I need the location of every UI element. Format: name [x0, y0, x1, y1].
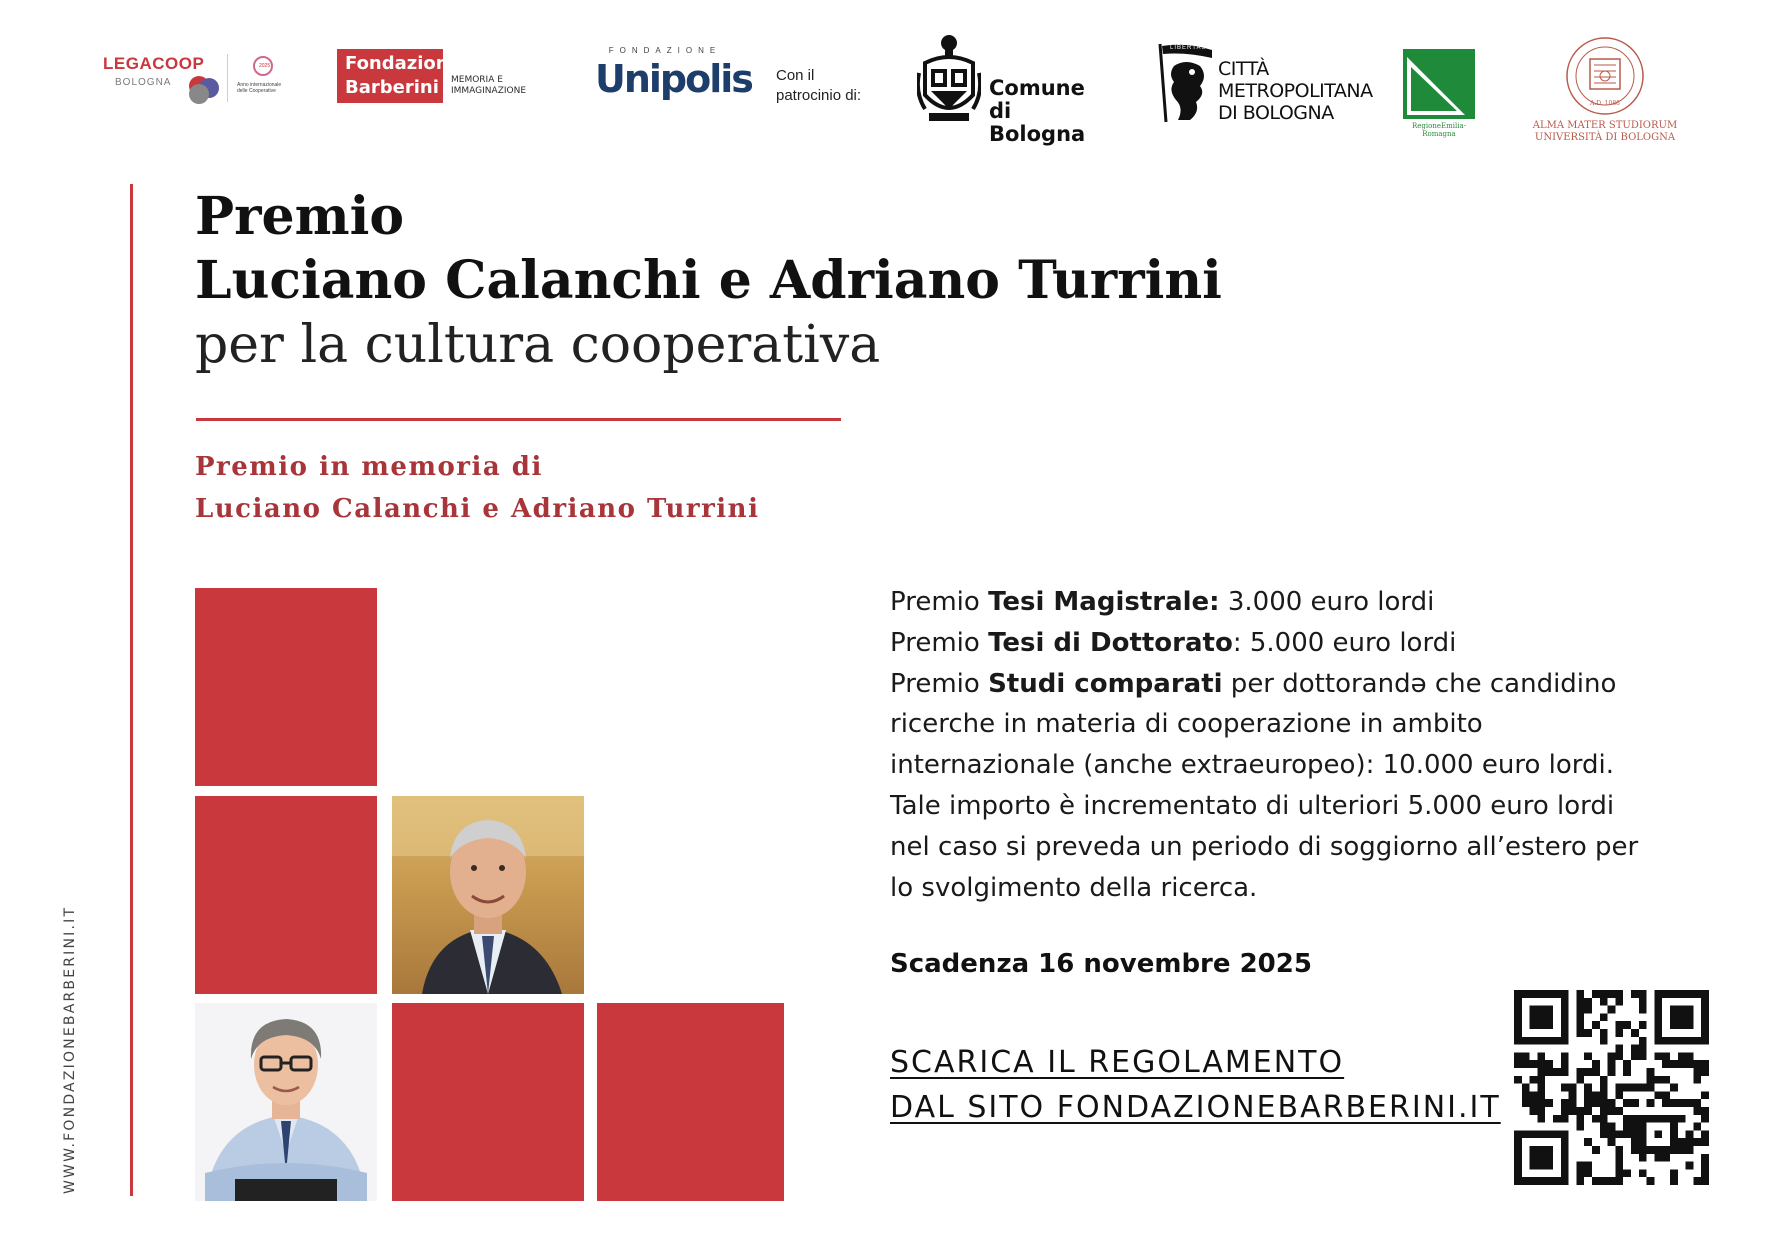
prize-line: Premio Tesi di Dottorato: 5.000 euro lordi	[890, 627, 1457, 658]
website-vertical-text: WWW.FONDAZIONEBARBERINI.IT	[62, 905, 78, 1194]
memoria-text: Premio in memoria di Luciano Calanchi e Adriano Turrini	[195, 452, 760, 524]
alma-mater-logo	[1530, 35, 1680, 147]
iyc-badge-year: 2025	[259, 63, 271, 69]
fondazione-barberini-logo	[337, 49, 527, 109]
citta-name: CITTÀ METROPOLITANA DI BOLOGNA	[1218, 58, 1373, 124]
prize-line: nel caso si preveda un periodo di soggiorno all’estero per	[890, 831, 1639, 862]
barberini-box	[337, 49, 461, 103]
libertas-banner: LIBERTAS	[1170, 45, 1207, 51]
red-square	[195, 796, 377, 994]
download-link-line2[interactable]: DAL SITO FONDAZIONEBARBERINI.IT	[890, 1090, 1501, 1125]
prizes-description	[890, 582, 1690, 908]
red-square	[195, 588, 377, 786]
prize-line: lo svolgimento della ricerca.	[890, 872, 1258, 903]
legacoop-circle-icon	[189, 84, 209, 104]
title-divider	[196, 418, 841, 421]
barberini-tagline: MEMORIA E IMMAGINAZIONE	[451, 75, 527, 96]
unipolis-name: Unipolis	[595, 57, 752, 101]
portrait-photo-man-glasses	[195, 1003, 377, 1201]
title-line3: per la cultura cooperativa	[195, 315, 881, 375]
iyc-badge-text: Anno internazionale delle Cooperative	[237, 82, 282, 94]
vertical-accent-line	[130, 184, 133, 1196]
alma-name: ALMA MATER STUDIORUM UNIVERSITÀ DI BOLOGNA	[1532, 120, 1678, 143]
portrait-photo-elderly-man	[392, 796, 584, 994]
deadline-text: Scadenza 16 novembre 2025	[890, 949, 1312, 979]
regione-label: RegioneEmilia-Romagna	[1411, 122, 1466, 138]
barberini-name-line2: Barberini	[345, 77, 439, 98]
download-regulation-link[interactable]	[890, 1040, 1501, 1130]
prize-line: internazionale (anche extraeuropeo): 10.000 euro lordi.	[890, 750, 1614, 781]
red-square	[392, 1003, 584, 1201]
prize-line: Premio Tesi Magistrale: 3.000 euro lordi	[890, 587, 1435, 617]
comune-coat-of-arms-icon	[917, 33, 981, 128]
regione-flag-icon	[1403, 49, 1475, 119]
download-link-line1[interactable]: SCARICA IL REGOLAMENTO	[890, 1045, 1345, 1080]
unipolis-top: FONDAZIONE	[608, 46, 722, 55]
legacoop-city: BOLOGNA	[115, 77, 172, 88]
prize-line: Premio Studi comparati per dottorandə che candidino	[890, 668, 1617, 699]
comune-name: Comune di Bologna	[989, 76, 1086, 146]
university-seal-icon	[1530, 35, 1680, 117]
title-line1: Premio	[195, 186, 405, 247]
legacoop-divider	[227, 54, 228, 102]
red-square	[597, 1003, 784, 1201]
regione-emilia-romagna-logo	[1403, 49, 1475, 138]
seal-year: A.D. 1088	[1590, 100, 1620, 107]
title-line2: Luciano Calanchi e Adriano Turrini	[195, 250, 1222, 311]
fondazione-unipolis-logo	[595, 46, 752, 108]
prize-line: Tale importo è incrementato di ulteriori 5.000 euro lordi	[890, 790, 1615, 821]
legacoop-logo	[103, 54, 283, 109]
qr-code[interactable]	[1514, 990, 1709, 1185]
comune-di-bologna-logo	[917, 33, 1107, 146]
prize-line: ricerche in materia di cooperazione in ambito	[890, 709, 1483, 740]
barberini-name-line1: Fondazione	[345, 53, 461, 74]
lion-flag-icon	[1156, 42, 1218, 127]
legacoop-name: LEGACOOP	[103, 54, 205, 73]
patrocinio-label: Con il patrocinio di:	[776, 67, 862, 104]
citta-metropolitana-logo	[1156, 42, 1373, 127]
